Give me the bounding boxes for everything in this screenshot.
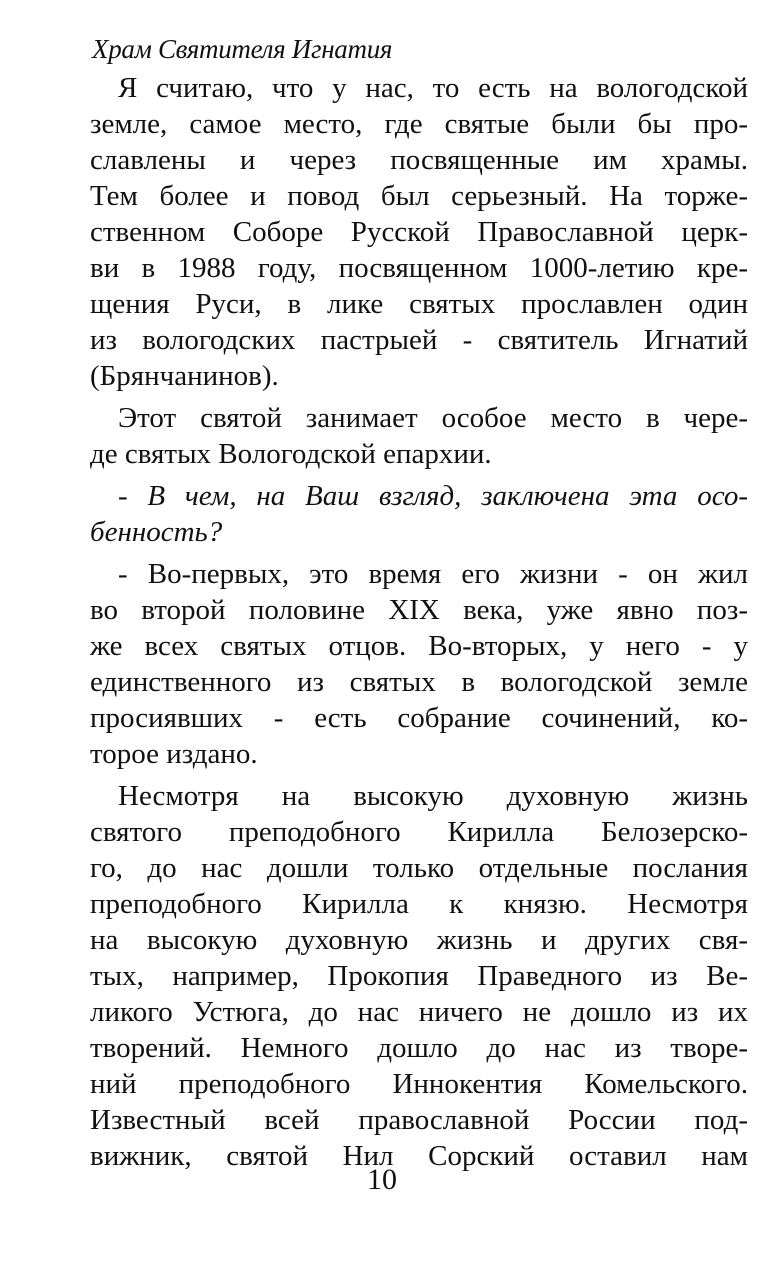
text-line: Этот святой занимает особое место в чере- [118, 402, 748, 434]
text-line: Тем более и повод был серьезный. На торже- [90, 180, 748, 212]
body-text [90, 70, 748, 1174]
text-line: - В чем, на Ваш взгляд, заключена эта осо- [118, 480, 748, 512]
page-number: 10 [367, 1163, 397, 1196]
text-line: единственного из святых в вологодской земле [90, 666, 748, 698]
text-line: торое издано. [90, 738, 258, 770]
paragraph [90, 400, 748, 472]
text-line: преподобного Кирилла к князю. Несмотря [90, 888, 748, 920]
text-line: тых, например, Прокопия Праведного из Ве- [90, 960, 748, 992]
text-line: щения Руси, в лике святых прославлен один [90, 288, 748, 320]
text-line: бенность? [90, 516, 223, 548]
paragraph [90, 478, 748, 550]
text-line: - Во-первых, это время его жизни - он жил [118, 558, 748, 590]
paragraph [90, 556, 748, 772]
running-header: Храм Святителя Игнатия [92, 34, 393, 64]
paragraph [90, 70, 748, 394]
text-line: го, до нас дошли только отдельные послания [90, 852, 748, 884]
text-line: вижник, святой Нил Сорский оставил нам [90, 1140, 748, 1172]
text-line: во второй половине XIX века, уже явно поз- [90, 594, 748, 626]
text-line: де святых Вологодской епархии. [90, 438, 492, 470]
text-line: Я считаю, что у нас, то есть на вологодской [118, 72, 748, 104]
text-line: святого преподобного Кирилла Белозерско- [90, 816, 748, 848]
text-line: же всех святых отцов. Во-вторых, у него - у [90, 630, 748, 662]
text-line: ственном Соборе Русской Православной церк- [90, 216, 748, 248]
paragraph [90, 778, 748, 1174]
text-line: из вологодских пастрыей - святитель Игнатий [90, 324, 748, 356]
text-line: Известный всей православной России под- [90, 1104, 748, 1136]
text-line: на высокую духовную жизнь и других свя- [90, 924, 748, 956]
text-line: земле, самое место, где святые были бы про- [90, 108, 748, 140]
text-line: ний преподобного Иннокентия Комельского. [90, 1068, 748, 1100]
text-line: ликого Устюга, до нас ничего не дошло из их [90, 996, 748, 1028]
text-line: просиявших - есть собрание сочинений, ко- [90, 702, 748, 734]
text-line: славлены и через посвященные им храмы. [90, 144, 748, 176]
text-line: Несмотря на высокую духовную жизнь [118, 780, 748, 812]
text-line: (Брянчанинов). [90, 360, 279, 392]
text-line: творений. Немного дошло до нас из творе- [90, 1032, 748, 1064]
text-line: ви в 1988 году, посвященном 1000-летию кре- [90, 252, 748, 284]
